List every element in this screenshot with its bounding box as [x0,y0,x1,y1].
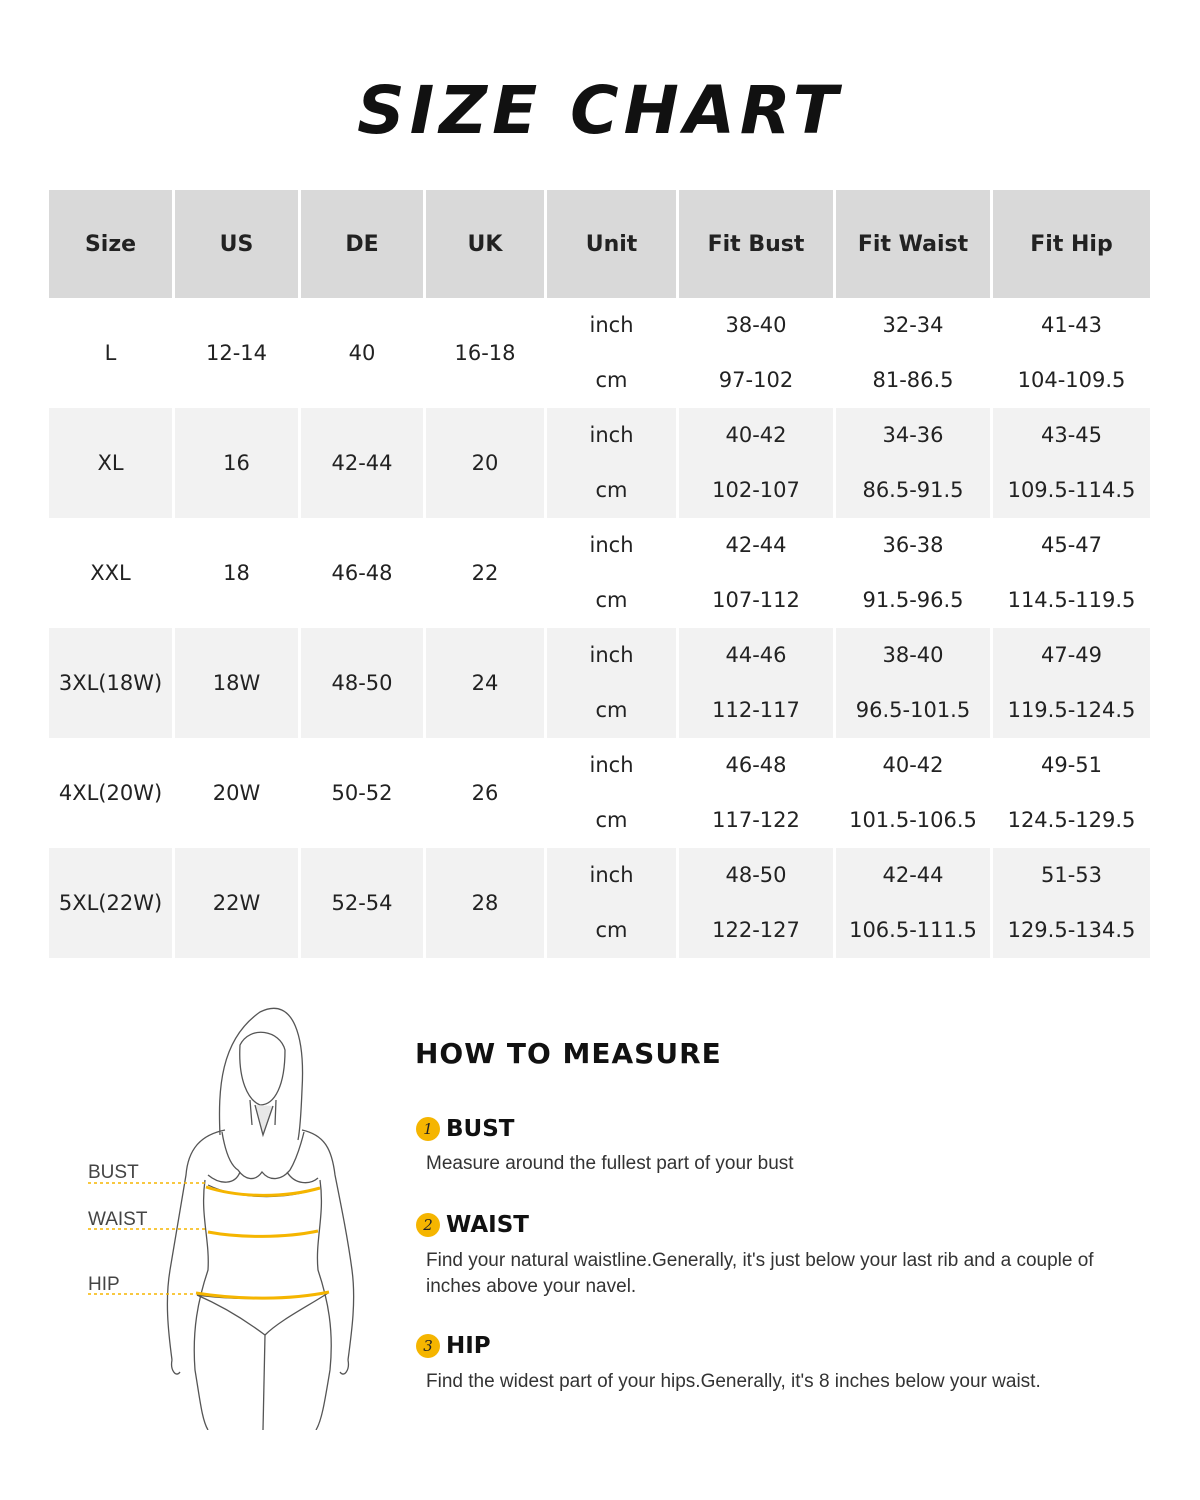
cell-hip [993,298,1150,408]
bust-cm: 107-112 [712,588,800,612]
hip-inch: 43-45 [1040,423,1103,447]
cell-size: L [104,341,117,365]
header-de: DE [301,190,423,298]
hip-cm: 119.5-124.5 [1007,698,1136,722]
cell-unit [547,628,676,738]
cell-us: 22W [175,848,298,958]
bust-inch: 42-44 [725,533,787,557]
cell-size: 4XL(20W) [58,781,163,805]
bust-cm: 112-117 [712,698,800,722]
hip-cm: 124.5-129.5 [1007,808,1136,832]
cell-waist [836,848,990,958]
body-measurement-figure [80,1000,380,1430]
cell-hip [993,518,1150,628]
cell-us: 12-14 [205,341,268,365]
cell-uk: 24 [426,628,544,738]
cell-unit [547,518,676,628]
cell-unit [547,408,676,518]
cell-de: 52-54 [301,848,423,958]
unit-inch: inch [589,313,634,337]
cell-waist [836,628,990,738]
waist-inch: 42-44 [882,863,944,887]
unit-inch: inch [589,533,634,557]
header-uk: UK [426,190,544,298]
cell-us: 20W [212,781,261,805]
step-description: Find your natural waistline.Generally, it's just below your last rib and a couple of inches above your navel. [426,1250,1094,1297]
waist-cm: 81-86.5 [872,368,954,392]
unit-cm: cm [595,698,628,722]
cell-de: 46-48 [331,561,393,585]
unit-inch: inch [589,423,634,447]
unit-cm: cm [595,478,628,502]
cell-size: XL [49,408,172,518]
unit-cm: cm [595,808,628,832]
cell-uk: 22 [471,561,499,585]
how-to-measure-heading: HOW TO MEASURE [415,1037,722,1070]
cell-size: XXL [90,561,131,585]
cell-bust [679,848,833,958]
waist-cm: 91.5-96.5 [862,588,964,612]
cell-hip [993,848,1150,958]
cell-waist [836,408,990,518]
cell-waist [836,298,990,408]
unit-cm: cm [595,918,628,942]
bust-cm: 122-127 [712,918,800,942]
step-title: WAIST [446,1212,529,1238]
header-fit-hip: Fit Hip [993,190,1150,298]
bust-cm: 117-122 [712,808,800,832]
cell-hip [993,738,1150,848]
step-description: Measure around the fullest part of your bust [426,1153,794,1174]
waist-inch: 34-36 [882,423,944,447]
step-number-badge: 3 [416,1334,440,1358]
cell-us: 18W [175,628,298,738]
waist-line [208,1231,318,1236]
header-size: Size [49,190,172,298]
step-title: BUST [446,1116,515,1142]
cell-waist [836,518,990,628]
cell-us: 16 [175,408,298,518]
cell-waist [836,738,990,848]
step-description: Find the widest part of your hips.Generally, it's 8 inches below your waist. [426,1371,1041,1392]
cell-size: 3XL(18W) [49,628,172,738]
cell-unit [547,848,676,958]
waist-inch: 32-34 [882,313,944,337]
cell-bust [679,518,833,628]
hip-cm: 114.5-119.5 [1007,588,1136,612]
bust-cm: 102-107 [712,478,800,502]
table-row [49,518,1150,628]
cell-bust [679,738,833,848]
header-us: US [175,190,298,298]
cell-de: 48-50 [301,628,423,738]
waist-label: WAIST [88,1209,148,1230]
waist-inch: 38-40 [882,643,944,667]
waist-cm: 106.5-111.5 [849,918,977,942]
step-waist [416,1212,529,1238]
unit-cm: cm [595,588,628,612]
hip-cm: 129.5-134.5 [1007,918,1136,942]
table-header-row [49,190,1150,298]
cell-uk: 20 [426,408,544,518]
bust-inch: 44-46 [725,643,787,667]
cell-uk: 28 [426,848,544,958]
header-fit-waist: Fit Waist [836,190,990,298]
cell-de: 50-52 [331,781,393,805]
step-number-badge: 2 [416,1213,440,1237]
cell-us: 18 [223,561,250,585]
bust-inch: 46-48 [725,753,787,777]
unit-inch: inch [589,643,634,667]
cell-hip [993,408,1150,518]
bust-cm: 97-102 [718,368,794,392]
table-row [49,848,1150,958]
cell-bust [679,628,833,738]
waist-cm: 101.5-106.5 [849,808,977,832]
table-row [49,738,1150,848]
hip-inch: 51-53 [1040,863,1103,887]
size-chart-table [46,190,1153,958]
unit-cm: cm [595,368,628,392]
cell-hip [993,628,1150,738]
bust-line [206,1187,320,1195]
header-fit-bust: Fit Bust [679,190,833,298]
hip-cm: 104-109.5 [1017,368,1126,392]
waist-cm: 86.5-91.5 [862,478,964,502]
hip-inch: 45-47 [1040,533,1103,557]
hip-inch: 47-49 [1040,643,1103,667]
cell-de: 40 [348,341,376,365]
waist-inch: 40-42 [882,753,944,777]
hip-inch: 41-43 [1040,313,1103,337]
cell-uk: 26 [471,781,499,805]
step-title: HIP [446,1333,491,1359]
cell-de: 42-44 [301,408,423,518]
page-title: SIZE CHART [357,72,843,149]
step-number-badge: 1 [416,1117,440,1141]
waist-cm: 96.5-101.5 [855,698,971,722]
cell-uk: 16-18 [454,341,516,365]
table-row [49,628,1150,738]
waist-inch: 36-38 [882,533,944,557]
header-unit: Unit [547,190,676,298]
unit-inch: inch [589,863,634,887]
hip-inch: 49-51 [1040,753,1103,777]
hip-label: HIP [88,1274,120,1295]
bust-inch: 38-40 [725,313,787,337]
unit-inch: inch [589,753,634,777]
bust-inch: 40-42 [725,423,787,447]
bust-label: BUST [88,1162,139,1183]
hip-cm: 109.5-114.5 [1007,478,1136,502]
table-row [49,298,1150,408]
cell-unit [547,298,676,408]
table-row [49,408,1150,518]
cell-size: 5XL(22W) [49,848,172,958]
body-outline-icon [167,1008,353,1430]
cell-unit [547,738,676,848]
bust-inch: 48-50 [725,863,787,887]
cell-bust [679,408,833,518]
cell-bust [679,298,833,408]
step-bust [416,1116,514,1142]
step-hip [416,1333,491,1359]
